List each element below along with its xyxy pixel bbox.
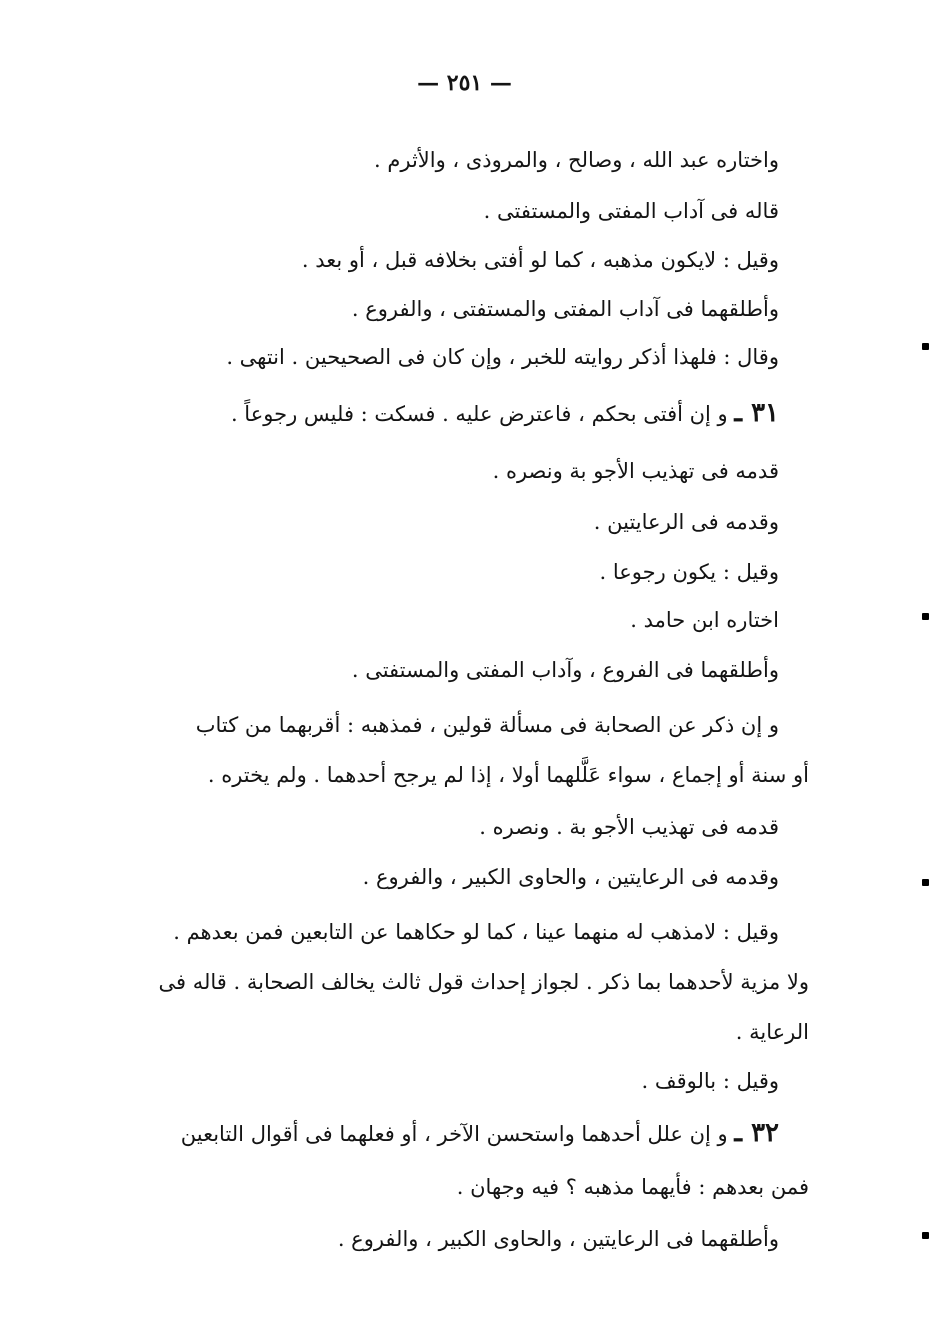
text-line: الرعاية .	[735, 1020, 809, 1044]
margin-dot	[922, 343, 929, 350]
text-line: وقيل : لايكون مذهبه ، كما لو أفتى بخلافه قبل ، أو بعد .	[301, 248, 779, 272]
text-line: قدمه فى تهذيب الأجو بة . ونصره .	[479, 815, 779, 839]
text-line: وقيل : بالوقف .	[641, 1069, 779, 1093]
margin-dot	[922, 879, 929, 886]
section-31-line	[231, 398, 779, 429]
text-line: وأطلقهما فى الفروع ، وآداب المفتى والمستفتى .	[351, 658, 779, 682]
margin-dot	[922, 613, 929, 620]
page-number: — ٢٥١ —	[417, 70, 512, 96]
text-line: قدمه فى تهذيب الأجو بة ونصره .	[492, 459, 779, 483]
section-text: و إن علل أحدهما واستحسن الآخر ، أو فعلهما فى أقوال التابعين	[180, 1122, 728, 1146]
text-line: واختاره عبد الله ، وصالح ، والمروذى ، والأثرم .	[374, 148, 779, 172]
section-number: ٣١ ـ	[734, 398, 779, 428]
text-line: ولا مزية لأحدهما بما ذكر . لجواز إحداث قول ثالث يخالف الصحابة . قاله فى	[158, 970, 809, 994]
text-line: وقدمه فى الرعايتين .	[593, 510, 779, 534]
text-line: قاله فى آداب المفتى والمستفتى .	[483, 199, 779, 223]
text-line: وقال : فلهذا أذكر روايته للخبر ، وإن كان فى الصحيحين . انتهى .	[226, 345, 779, 369]
text-line: فمن بعدهم : فأيهما مذهبه ؟ فيه وجهان .	[456, 1175, 809, 1199]
section-32-line	[181, 1118, 779, 1149]
text-line: اختاره ابن حامد .	[630, 608, 779, 632]
section-number: ٣٢ ـ	[734, 1118, 779, 1148]
margin-dot	[922, 1232, 929, 1239]
section-text: و إن أفتى بحكم ، فاعترض عليه . فسكت : فليس رجوعاً .	[230, 402, 728, 426]
text-line: وقدمه فى الرعايتين ، والحاوى الكبير ، والفروع .	[362, 865, 779, 889]
text-line: أو سنة أو إجماع ، سواء عَلَّلهما أولا ، إذا لم يرجح أحدهما . ولم يختره .	[207, 763, 809, 787]
text-line: وأطلقهما فى الرعايتين ، والحاوى الكبير ، والفروع .	[337, 1227, 779, 1251]
text-line: وقيل : لامذهب له منهما عينا ، كما لو حكاهما عن التابعين فمن بعدهم .	[173, 920, 779, 944]
text-line: و إن ذكر عن الصحابة فى مسألة قولين ، فمذهبه : أقربهما من كتاب	[195, 713, 779, 737]
text-line: وأطلقهما فى آداب المفتى والمستفتى ، والفروع .	[351, 297, 779, 321]
text-line: وقيل : يكون رجوعا .	[599, 560, 779, 584]
